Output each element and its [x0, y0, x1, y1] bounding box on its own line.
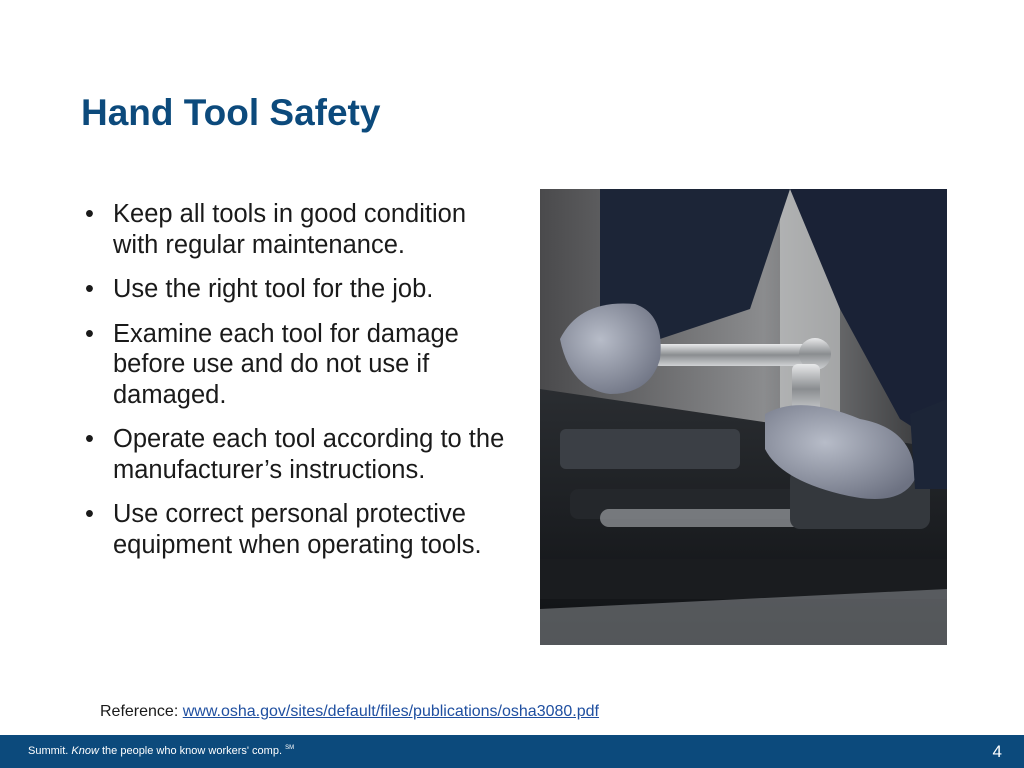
mechanic-wrench-photo [540, 189, 947, 645]
tagline-prefix: Summit. [28, 745, 72, 757]
bullet-dot: • [85, 500, 94, 528]
bullet-text: Operate each tool according to the manufacturer’s instructions. [113, 425, 505, 484]
slide-title: Hand Tool Safety [81, 92, 381, 133]
bullet-dot: • [85, 275, 94, 303]
bullet-item [85, 319, 515, 411]
footer-bar [0, 735, 1024, 768]
bullet-dot: • [85, 200, 94, 228]
tagline-suffix: the people who know workers' comp. [98, 745, 286, 757]
bullet-item [85, 199, 515, 260]
bullet-list [85, 199, 515, 574]
reference-link[interactable]: www.osha.gov/sites/default/files/publications/osha3080.pdf [182, 703, 599, 720]
footer-tagline [28, 745, 294, 757]
reference-label: Reference: [100, 703, 183, 720]
service-mark: SM [285, 745, 295, 751]
bullet-item [85, 274, 515, 305]
bullet-item [85, 424, 515, 485]
bullet-dot: • [85, 425, 94, 453]
bullet-text: Use the right tool for the job. [113, 275, 434, 303]
bullet-text: Use correct personal protective equipment when operating tools. [113, 500, 482, 559]
bullet-text: Examine each tool for damage before use and do not use if damaged. [113, 319, 459, 409]
bullet-item [85, 499, 515, 560]
bullet-dot: • [85, 319, 94, 348]
page-number: 4 [992, 742, 1002, 761]
tagline-emphasis: Know [71, 745, 99, 757]
bullet-text: Keep all tools in good condition with regular maintenance. [113, 200, 467, 259]
photo-illustration [540, 189, 947, 645]
reference-line [100, 703, 599, 721]
